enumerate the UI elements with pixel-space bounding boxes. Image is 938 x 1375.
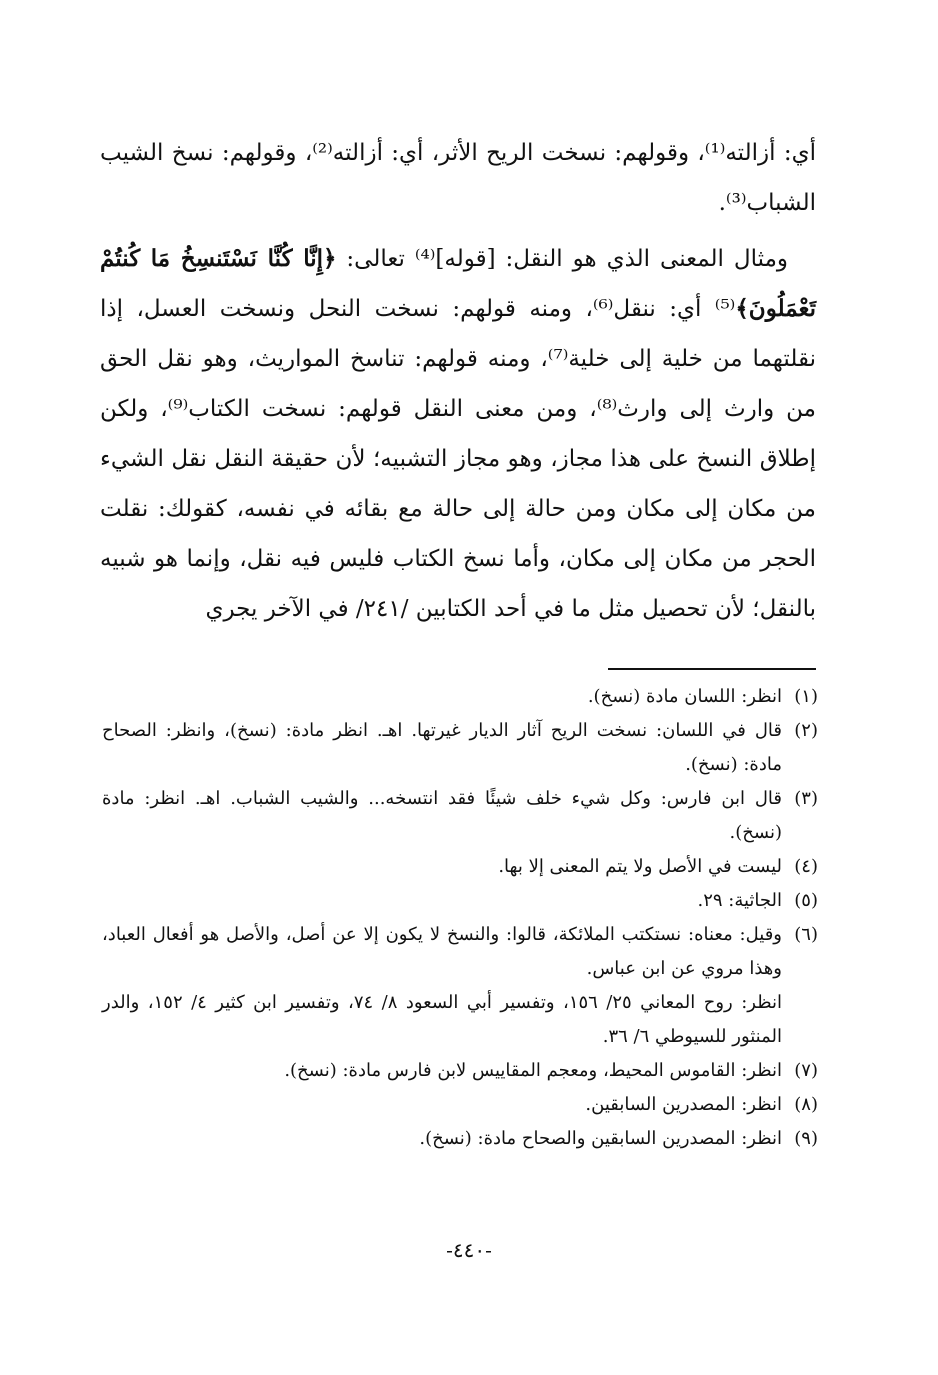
footnote-number: (٣) [794,788,818,809]
footnote [102,850,818,884]
footnote [102,1122,818,1156]
paragraph-2-intro: ومثال المعنى الذي هو النقل: [قوله]⁽⁴⁾ تعالى: [336,246,789,272]
footnote-text: قال ابن فارس: وكل شيء خلف شيئًا فقد انتسخه... والشيب الشباب. اهـ. انظر: مادة (نسخ). [102,788,782,843]
footnote-continuation: انظر: روح المعاني ٢٥/ ١٥٦، وتفسير أبي السعود ٨/ ٧٤، وتفسير ابن كثير ٤/ ١٥٢، والدر المنثور للسيوطي ٦/ ٣٦. [102,992,782,1047]
footnote-number: (٨) [794,1094,818,1115]
footnote [102,884,818,918]
footnote-number: (٦) [794,924,818,945]
footnote [102,714,818,782]
footnote-number: (١) [794,686,818,707]
quran-verse: ﴿إِنَّا كُنَّا نَسْتَنسِخُ مَا كُنتُمْ تَعْمَلُونَ﴾ [100,245,816,322]
footnote-text: قال في اللسان: نسخت الريح آثار الديار غيرتها. اهـ. انظر مادة: (نسخ)، وانظر: الصحاح مادة: (نسخ). [102,720,782,775]
footnote-text: انظر: المصدرين السابقين. [585,1094,782,1115]
footnote-number: (٤) [794,856,818,877]
footnote [102,782,818,850]
footnote [102,1054,818,1088]
footnotes [102,680,818,1156]
footnote-text: وقيل: معناه: نستكتب الملائكة، قالوا: والنسخ لا يكون إلا عن أصل، والأصل هو أفعال العباد، وهذا مروي عن ابن عباس. [102,924,782,979]
footnote-text: ليست في الأصل ولا يتم المعنى إلا بها. [498,856,782,877]
page-number: -٤٤٠- [446,1238,492,1262]
footnote-number: (٧) [794,1060,818,1081]
footnote-text: الجاثية: ٢٩. [697,890,782,911]
footnote-text: انظر: المصدرين السابقين والصحاح مادة: (نسخ). [419,1128,782,1149]
footnote-number: (٥) [794,890,818,911]
footnote-text: انظر: القاموس المحيط، ومعجم المقاييس لابن فارس مادة: (نسخ). [284,1060,782,1081]
footnote [102,1088,818,1122]
paragraph-2 [100,234,816,634]
footnote-text: انظر: اللسان مادة (نسخ). [587,686,782,707]
paragraph-2-body: ⁽⁵⁾ أي: ننقل⁽⁶⁾، ومنه قولهم: نسخت النحل ونسخت العسل، إذا نقلتهما من خلية إلى خلية⁽⁷⁾، ومنه قولهم: تناسخ المواريث، وهو نقل الحق من وارث إلى وارث⁽⁸⁾، ومن معنى النقل قولهم: نسخت الكتاب⁽⁹⁾، ولكن إطلاق النسخ على هذا مجاز، وهو مجاز التشبيه؛ لأن حقيقة النقل نقل الشيء من مكان إلى مكان ومن حالة إلى حالة مع بقائه في نفسه، كقولك: نقلت الحجر من مكان إلى مكان، وأما نسخ الكتاب فليس فيه نقل، وإنما هو شبيه بالنقل؛ لأن تحصيل مثل ما في أحد الكتابين /٢٤١/ في الآخر يجري [100,296,816,622]
footnote-separator [608,668,816,670]
footnote [102,680,818,714]
footnote-number: (٢) [794,720,818,741]
footnote [102,918,818,1054]
paragraph-1: أي: أزالته⁽¹⁾، وقولهم: نسخت الريح الأثر، أي: أزالته⁽²⁾، وقولهم: نسخ الشيب الشباب⁽³⁾. [100,140,816,216]
footnote-number: (٩) [794,1128,818,1149]
main-text [100,128,816,634]
